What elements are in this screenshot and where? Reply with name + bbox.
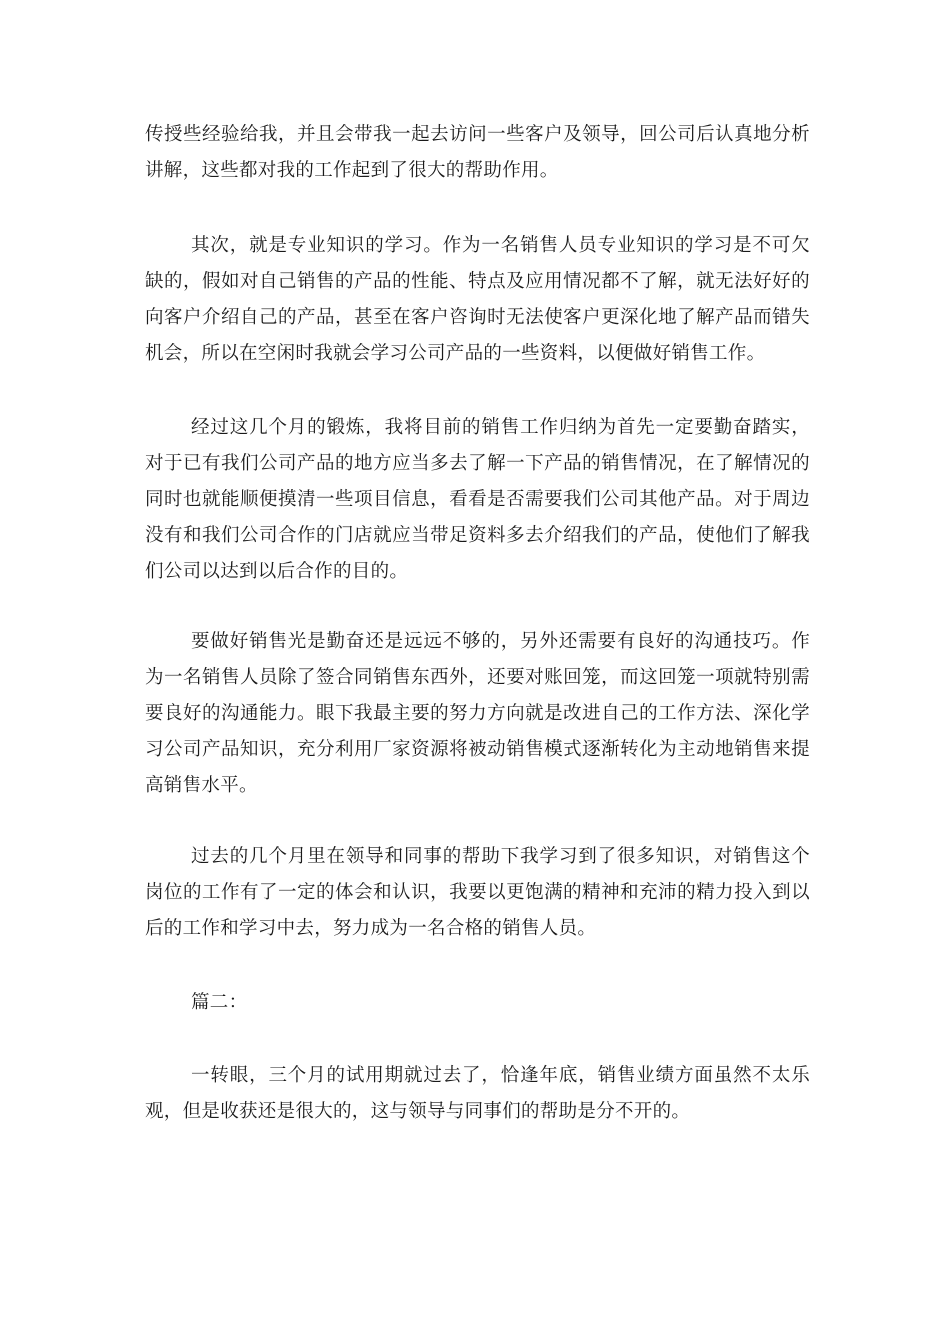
- paragraph-communication-skills: 要做好销售光是勤奋还是远远不够的，另外还需要有良好的沟通技巧。作为一名销售人员除了签合同销售东西外，还要对账回笼，而这回笼一项就特别需要良好的沟通能力。眼下我最主要的努力方向就是改进自己的工作方法、深化学习公司产品知识，充分利用厂家资源将被动销售模式逐渐转化为主动地销售来提高销售水平。: [145, 631, 810, 796]
- paragraph-conclusion: 过去的几个月里在领导和同事的帮助下我学习到了很多知识，对销售这个岗位的工作有了一定的体会和认识，我要以更饱满的精神和充沛的精力投入到以后的工作和学习中去，努力成为一名合格的销售人员。: [145, 846, 810, 939]
- paragraph-work-summary: 经过这几个月的锻炼，我将目前的销售工作归纳为首先一定要勤奋踏实，对于已有我们公司产品的地方应当多去了解一下产品的销售情况，在了解情况的同时也就能顺便摸清一些项目信息，看看是否需要我们公司其他产品。对于周边没有和我们公司合作的门店就应当带足资料多去介绍我们的产品，使他们了解我们公司以达到以后合作的目的。: [145, 417, 810, 582]
- paragraph-continuation: 传授些经验给我，并且会带我一起去访问一些客户及领导，回公司后认真地分析讲解，这些都对我的工作起到了很大的帮助作用。: [145, 124, 810, 181]
- section-heading: 篇二：: [191, 992, 248, 1013]
- paragraph-professional-knowledge: 其次，就是专业知识的学习。作为一名销售人员专业知识的学习是不可欠缺的，假如对自己销售的产品的性能、特点及应用情况都不了解，就无法好好的向客户介绍自己的产品，甚至在客户咨询时无法使客户更深化地了解产品而错失机会，所以在空闲时我就会学习公司产品的一些资料，以便做好销售工作。: [145, 235, 810, 364]
- paragraph-part-two-intro: 一转眼，三个月的试用期就过去了，恰逢年底，销售业绩方面虽然不太乐观，但是收获还是很大的，这与领导与同事们的帮助是分不开的。: [145, 1065, 810, 1122]
